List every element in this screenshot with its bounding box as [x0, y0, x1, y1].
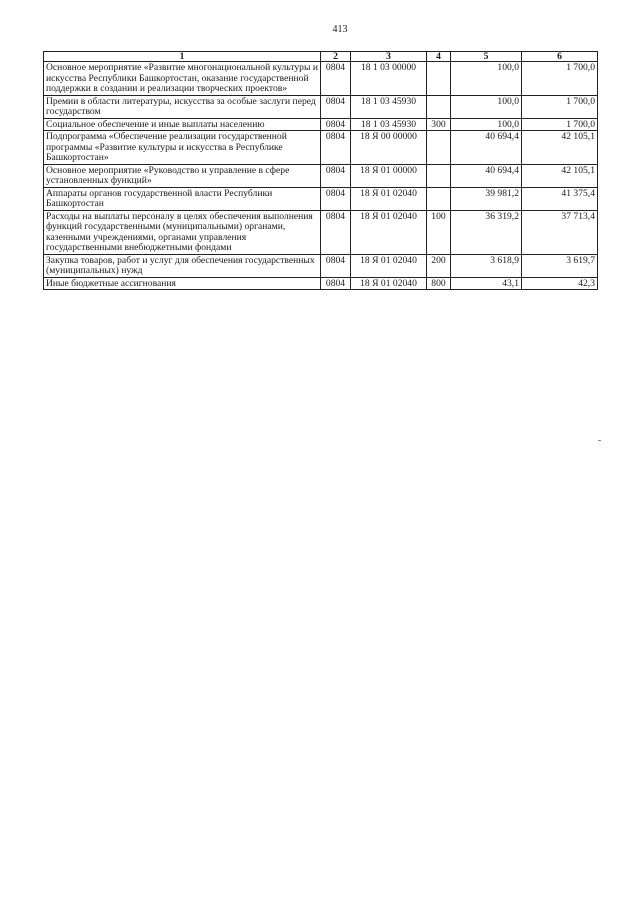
- row-target-cell: 18 Я 01 00000: [351, 164, 427, 187]
- budget-table: [43, 51, 598, 290]
- row-target-cell: 18 Я 01 02040: [351, 254, 427, 277]
- row-amount1-cell: 43,1: [451, 277, 522, 290]
- row-name-cell: Иные бюджетные ассигнования: [44, 277, 321, 290]
- row-name-cell: Социальное обеспечение и иные выплаты населению: [44, 118, 321, 131]
- row-section-cell: 0804: [321, 254, 351, 277]
- row-target-cell: 18 Я 01 02040: [351, 210, 427, 254]
- column-header-3: 3: [351, 52, 427, 62]
- row-amount2-cell: 42 105,1: [522, 164, 598, 187]
- table-row: [44, 210, 598, 254]
- row-section-cell: 0804: [321, 62, 351, 96]
- row-amount1-cell: 3 618,9: [451, 254, 522, 277]
- table-row: [44, 187, 598, 210]
- row-target-cell: 18 1 03 45930: [351, 118, 427, 131]
- row-amount2-cell: 37 713,4: [522, 210, 598, 254]
- row-name-cell: Аппараты органов государственной власти Республики Башкортостан: [44, 187, 321, 210]
- column-header-6: 6: [522, 52, 598, 62]
- row-section-cell: 0804: [321, 187, 351, 210]
- row-amount2-cell: 41 375,4: [522, 187, 598, 210]
- row-amount1-cell: 36 319,2: [451, 210, 522, 254]
- row-type-cell: [427, 164, 451, 187]
- row-section-cell: 0804: [321, 164, 351, 187]
- row-amount1-cell: 40 694,4: [451, 164, 522, 187]
- column-header-1: 1: [44, 52, 321, 62]
- table-row: [44, 95, 598, 118]
- row-amount1-cell: 100,0: [451, 95, 522, 118]
- table-row: [44, 131, 598, 165]
- row-type-cell: 800: [427, 277, 451, 290]
- row-amount2-cell: 1 700,0: [522, 95, 598, 118]
- table-row: [44, 62, 598, 96]
- row-section-cell: 0804: [321, 277, 351, 290]
- row-target-cell: 18 Я 01 02040: [351, 187, 427, 210]
- row-type-cell: [427, 62, 451, 96]
- row-amount2-cell: 1 700,0: [522, 62, 598, 96]
- row-name-cell: Основное мероприятие «Руководство и управление в сфере установленных функций»: [44, 164, 321, 187]
- scan-mark: [598, 440, 601, 441]
- table-row: [44, 254, 598, 277]
- column-header-5: 5: [451, 52, 522, 62]
- row-name-cell: Основное мероприятие «Развитие многонациональной культуры и искусства Республики Башкортостан, оказание государственной поддержки в создании и реализации творческих проектов»: [44, 62, 321, 96]
- table-row: [44, 164, 598, 187]
- row-amount2-cell: 42,3: [522, 277, 598, 290]
- row-target-cell: 18 1 03 45930: [351, 95, 427, 118]
- row-section-cell: 0804: [321, 118, 351, 131]
- row-type-cell: 300: [427, 118, 451, 131]
- row-section-cell: 0804: [321, 95, 351, 118]
- row-amount1-cell: 100,0: [451, 62, 522, 96]
- row-section-cell: 0804: [321, 210, 351, 254]
- row-type-cell: 200: [427, 254, 451, 277]
- column-header-2: 2: [321, 52, 351, 62]
- table-header-row: [44, 52, 598, 62]
- row-name-cell: Расходы на выплаты персоналу в целях обеспечения выполнения функций государственными (муниципальными) органами, казенными учреждениями, органами управления государственными внебюджетными фондами: [44, 210, 321, 254]
- row-name-cell: Премии в области литературы, искусства за особые заслуги перед государством: [44, 95, 321, 118]
- row-name-cell: Подпрограмма «Обеспечение реализации государственной программы «Развитие культуры и искусства в Республике Башкортостан»: [44, 131, 321, 165]
- row-amount1-cell: 100,0: [451, 118, 522, 131]
- row-amount1-cell: 39 981,2: [451, 187, 522, 210]
- table-row: [44, 277, 598, 290]
- row-amount2-cell: 3 619,7: [522, 254, 598, 277]
- row-section-cell: 0804: [321, 131, 351, 165]
- row-amount1-cell: 40 694,4: [451, 131, 522, 165]
- row-amount2-cell: 42 105,1: [522, 131, 598, 165]
- row-target-cell: 18 Я 00 00000: [351, 131, 427, 165]
- row-amount2-cell: 1 700,0: [522, 118, 598, 131]
- row-name-cell: Закупка товаров, работ и услуг для обеспечения государственных (муниципальных) нужд: [44, 254, 321, 277]
- row-type-cell: [427, 187, 451, 210]
- row-target-cell: 18 Я 01 02040: [351, 277, 427, 290]
- row-type-cell: [427, 95, 451, 118]
- page-number: 413: [332, 24, 348, 35]
- row-target-cell: 18 1 03 00000: [351, 62, 427, 96]
- table-row: [44, 118, 598, 131]
- column-header-4: 4: [427, 52, 451, 62]
- row-type-cell: [427, 131, 451, 165]
- row-type-cell: 100: [427, 210, 451, 254]
